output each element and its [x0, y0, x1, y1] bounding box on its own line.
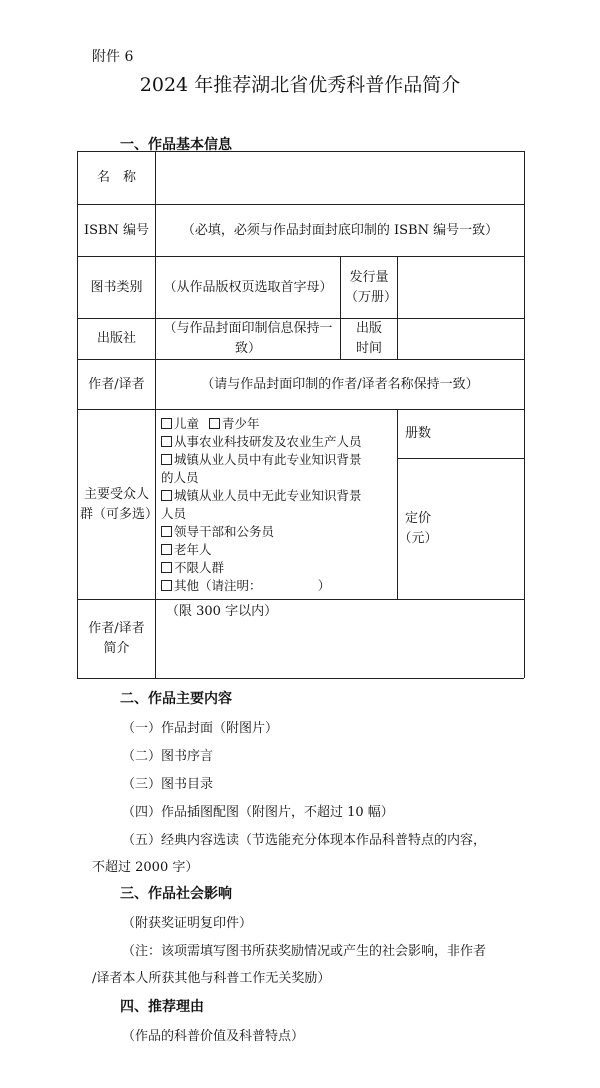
section1-heading: 一、作品基本信息	[120, 137, 232, 153]
circulation-label: 发行量（万册）	[345, 269, 398, 305]
content-item: （五）经典内容选读（节选能充分体现本作品科普特点的内容，	[122, 833, 487, 848]
pubtime-label: 出版时间	[355, 321, 382, 356]
impact-line: /译者本人所获其他与科普工作无关奖励）	[92, 971, 331, 986]
intro-field[interactable]: （限 300 字以内）	[166, 604, 278, 619]
circulation-field[interactable]	[398, 257, 524, 318]
audience-option-unlimited[interactable]: 不限人群	[161, 558, 224, 576]
audience-option-agriculture[interactable]: 从事农业科技研发及农业生产人员	[161, 432, 362, 450]
checkbox-icon[interactable]	[161, 436, 172, 447]
checkbox-icon[interactable]	[161, 454, 172, 465]
checkbox-icon[interactable]	[161, 562, 172, 573]
checkbox-icon[interactable]	[161, 580, 172, 591]
pubtime-field[interactable]	[398, 319, 524, 359]
audience-option-continuation: 人员	[161, 506, 187, 521]
volumes-label: 册数	[404, 426, 431, 441]
checkbox-icon[interactable]	[161, 490, 172, 501]
checkbox-icon[interactable]	[161, 526, 172, 537]
section4-heading: 四、推荐理由	[120, 999, 204, 1015]
publisher-label: 出版社	[96, 331, 136, 346]
content-item: 不超过 2000 字）	[92, 860, 199, 875]
audience-option-urban-without-background[interactable]: 城镇从业人员中无此专业知识背景	[161, 486, 362, 504]
category-label: 图书类别	[90, 279, 143, 295]
content-item: （二）图书序言	[122, 749, 214, 764]
audience-option-other[interactable]: 其他（请注明： ）	[161, 576, 330, 594]
publisher-field[interactable]: （与作品封面印制信息保持一致）	[163, 321, 333, 356]
name-label: 名 称	[96, 170, 136, 185]
content-item: （四）作品插图配图（附图片，不超过 10 幅）	[122, 805, 394, 820]
isbn-field[interactable]: （必填，必须与作品封面封底印制的 ISBN 编号一致）	[181, 222, 499, 238]
audience-option-children[interactable]: 儿童 青少年	[161, 414, 260, 432]
author-label: 作者/译者	[88, 376, 145, 392]
audience-option-officials[interactable]: 领导干部和公务员	[161, 522, 274, 540]
audience-option-urban-with-background[interactable]: 城镇从业人员中有此专业知识背景	[161, 450, 362, 468]
intro-label: 作者/译者简介	[88, 621, 145, 656]
price-field[interactable]	[440, 459, 524, 599]
page-title: 2024 年推荐湖北省优秀科普作品简介	[139, 74, 461, 96]
content-item: （一）作品封面（附图片）	[122, 721, 279, 736]
author-field[interactable]: （请与作品封面印制的作者/译者名称保持一致）	[201, 376, 479, 392]
checkbox-icon[interactable]	[161, 418, 172, 429]
checkbox-icon[interactable]	[161, 544, 172, 555]
impact-line: （附获奖证明复印件）	[122, 916, 253, 931]
volumes-field[interactable]	[440, 410, 524, 458]
section3-heading: 三、作品社会影响	[120, 886, 232, 902]
checkbox-icon[interactable]	[209, 418, 220, 429]
impact-line: （注：该项需填写图书所获奖励情况或产生的社会影响，非作者	[122, 944, 487, 959]
audience-label: 主要受众人群（可多选）	[80, 486, 159, 522]
reason-line: （作品的科普价值及科普特点）	[122, 1029, 305, 1044]
content-item: （三）图书目录	[122, 777, 214, 792]
category-field[interactable]: （从作品版权页选取首字母）	[163, 279, 333, 295]
price-label: 定价（元）	[398, 511, 438, 546]
audience-option-continuation: 的人员	[161, 470, 199, 485]
name-field[interactable]	[156, 152, 524, 204]
isbn-label: ISBN 编号	[83, 222, 150, 238]
audience-option-elderly[interactable]: 老年人	[161, 540, 212, 558]
attachment-label: 附件 6	[92, 49, 134, 65]
section2-heading: 二、作品主要内容	[120, 691, 232, 707]
